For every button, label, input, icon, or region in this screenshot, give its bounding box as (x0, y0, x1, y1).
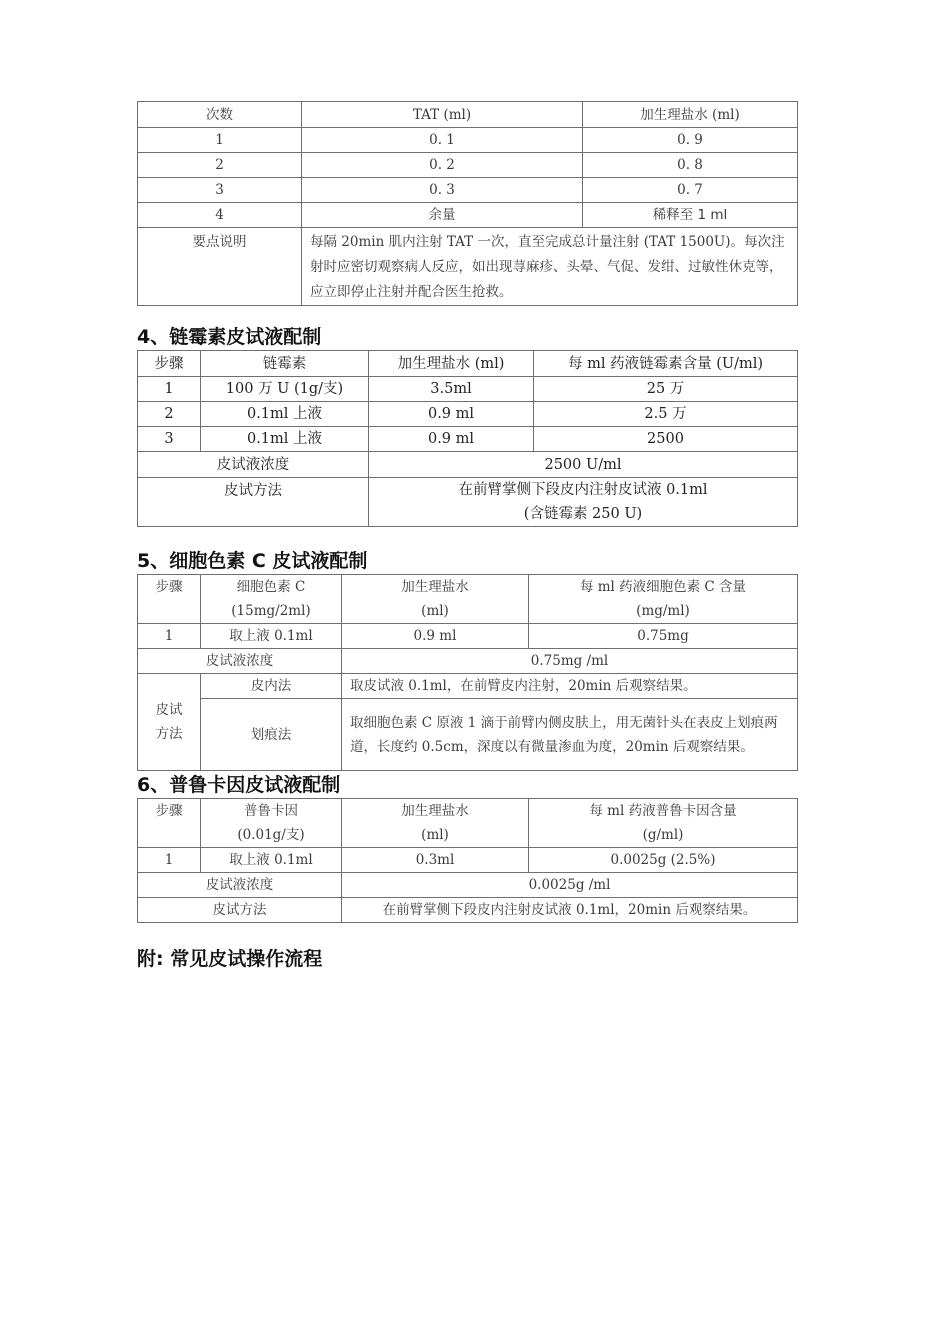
header-cell (529, 799, 798, 848)
header-line: 每 ml 药液细胞色素 C 含量 (579, 579, 747, 595)
table-cell: 1 (138, 848, 201, 873)
concentration-label: 皮试液浓度 (138, 452, 369, 478)
concentration-value: 0.0025g /ml (342, 873, 798, 898)
scratch-text: 取细胞色素 C 原液 1 滴于前臂内侧皮肤上，用无菌针头在表皮上划痕两道，长度约 0.5cm，深度以有微量渗血为度，20min 后观察结果。 (342, 699, 798, 771)
table-cell: 0.9 ml (342, 624, 529, 649)
header-cell: 步骤 (138, 799, 201, 848)
intradermal-label: 皮内法 (201, 674, 342, 699)
header-cell: 每 ml 药液链霉素含量 (U/ml) (534, 351, 798, 377)
tat-table (137, 101, 798, 306)
section-4-title: 4、链霉素皮试液配制 (137, 326, 322, 348)
header-cell (201, 799, 342, 848)
header-cell: TAT (ml) (302, 102, 583, 128)
table-cell: 0.75mg (529, 624, 798, 649)
table-cell: 3 (138, 178, 302, 203)
table-cell: 余量 (302, 203, 583, 228)
header-cell (342, 799, 529, 848)
table-cell: 0. 8 (583, 153, 798, 178)
concentration-label: 皮试液浓度 (138, 649, 342, 674)
table-cell: 0.1ml 上液 (201, 427, 369, 452)
table-cell: 0. 2 (302, 153, 583, 178)
table-cell: 0.9 ml (369, 402, 534, 427)
header-cell: 加生理盐水 (ml) (583, 102, 798, 128)
header-cell: 次数 (138, 102, 302, 128)
intradermal-text: 取皮试液 0.1ml，在前臂皮内注射，20min 后观察结果。 (342, 674, 798, 699)
table-cell: 0.3ml (342, 848, 529, 873)
header-line: 细胞色素 C (236, 579, 306, 595)
table-cell: 取上液 0.1ml (201, 624, 342, 649)
header-cell: 步骤 (138, 351, 201, 377)
header-line: (15mg/2ml) (231, 603, 311, 619)
appendix-title: 附: 常见皮试操作流程 (137, 948, 323, 970)
section-6-title: 6、普鲁卡因皮试液配制 (137, 774, 341, 796)
header-line: 加生理盐水 (401, 803, 469, 819)
cytochrome-c-table (137, 574, 798, 771)
table-cell: 0. 9 (583, 128, 798, 153)
method-line: (含链霉素 250 U) (523, 506, 643, 522)
streptomycin-table (137, 350, 798, 527)
table-cell: 25 万 (534, 377, 798, 402)
table-cell: 0. 3 (302, 178, 583, 203)
header-line: 每 ml 药液普鲁卡因含量 (589, 803, 737, 819)
header-line: (g/ml) (642, 827, 684, 843)
header-cell (201, 575, 342, 624)
table-cell: 0.9 ml (369, 427, 534, 452)
header-line: 加生理盐水 (401, 579, 469, 595)
table-cell: 2 (138, 153, 302, 178)
table-cell: 3 (138, 427, 201, 452)
table-cell: 1 (138, 128, 302, 153)
table-cell: 4 (138, 203, 302, 228)
method-label (138, 674, 201, 771)
header-line: (ml) (421, 603, 449, 619)
method-line: 在前臂掌侧下段皮内注射皮试液 0.1ml (458, 482, 708, 498)
notes-text: 每隔 20min 肌内注射 TAT 一次，直至完成总计量注射 (TAT 1500U)。每次注射时应密切观察病人反应，如出现荨麻疹、头晕、气促、发绀、过敏性休克等，应立即停止注射并配合医生抢救。 (302, 228, 798, 306)
header-cell (342, 575, 529, 624)
table-cell: 2.5 万 (534, 402, 798, 427)
method-text: 在前臂掌侧下段皮内注射皮试液 0.1ml，20min 后观察结果。 (342, 898, 798, 923)
method-text (369, 478, 798, 527)
section-5-title: 5、细胞色素 C 皮试液配制 (137, 550, 368, 572)
scratch-label: 划痕法 (201, 699, 342, 771)
header-line: (mg/ml) (636, 603, 690, 619)
concentration-label: 皮试液浓度 (138, 873, 342, 898)
header-cell (529, 575, 798, 624)
header-line: (0.01g/支) (237, 827, 305, 843)
method-label-line: 方法 (155, 726, 183, 742)
header-line: (ml) (421, 827, 449, 843)
method-label-line: 皮试 (155, 702, 183, 718)
header-cell: 步骤 (138, 575, 201, 624)
concentration-value: 2500 U/ml (369, 452, 798, 478)
table-cell: 0. 7 (583, 178, 798, 203)
procaine-table (137, 798, 798, 923)
notes-label: 要点说明 (138, 228, 302, 306)
table-cell: 1 (138, 377, 201, 402)
table-cell: 2500 (534, 427, 798, 452)
header-cell: 加生理盐水 (ml) (369, 351, 534, 377)
header-cell: 链霉素 (201, 351, 369, 377)
table-cell: 3.5ml (369, 377, 534, 402)
table-cell: 1 (138, 624, 201, 649)
header-line: 普鲁卡因 (244, 803, 298, 819)
table-cell: 稀释至 1 ml (583, 203, 798, 228)
table-cell: 100 万 U (1g/支) (201, 377, 369, 402)
table-cell: 0. 1 (302, 128, 583, 153)
table-cell: 取上液 0.1ml (201, 848, 342, 873)
table-cell: 0.1ml 上液 (201, 402, 369, 427)
method-label: 皮试方法 (138, 898, 342, 923)
table-cell: 0.0025g (2.5%) (529, 848, 798, 873)
concentration-value: 0.75mg /ml (342, 649, 798, 674)
method-label: 皮试方法 (138, 478, 369, 527)
table-cell: 2 (138, 402, 201, 427)
